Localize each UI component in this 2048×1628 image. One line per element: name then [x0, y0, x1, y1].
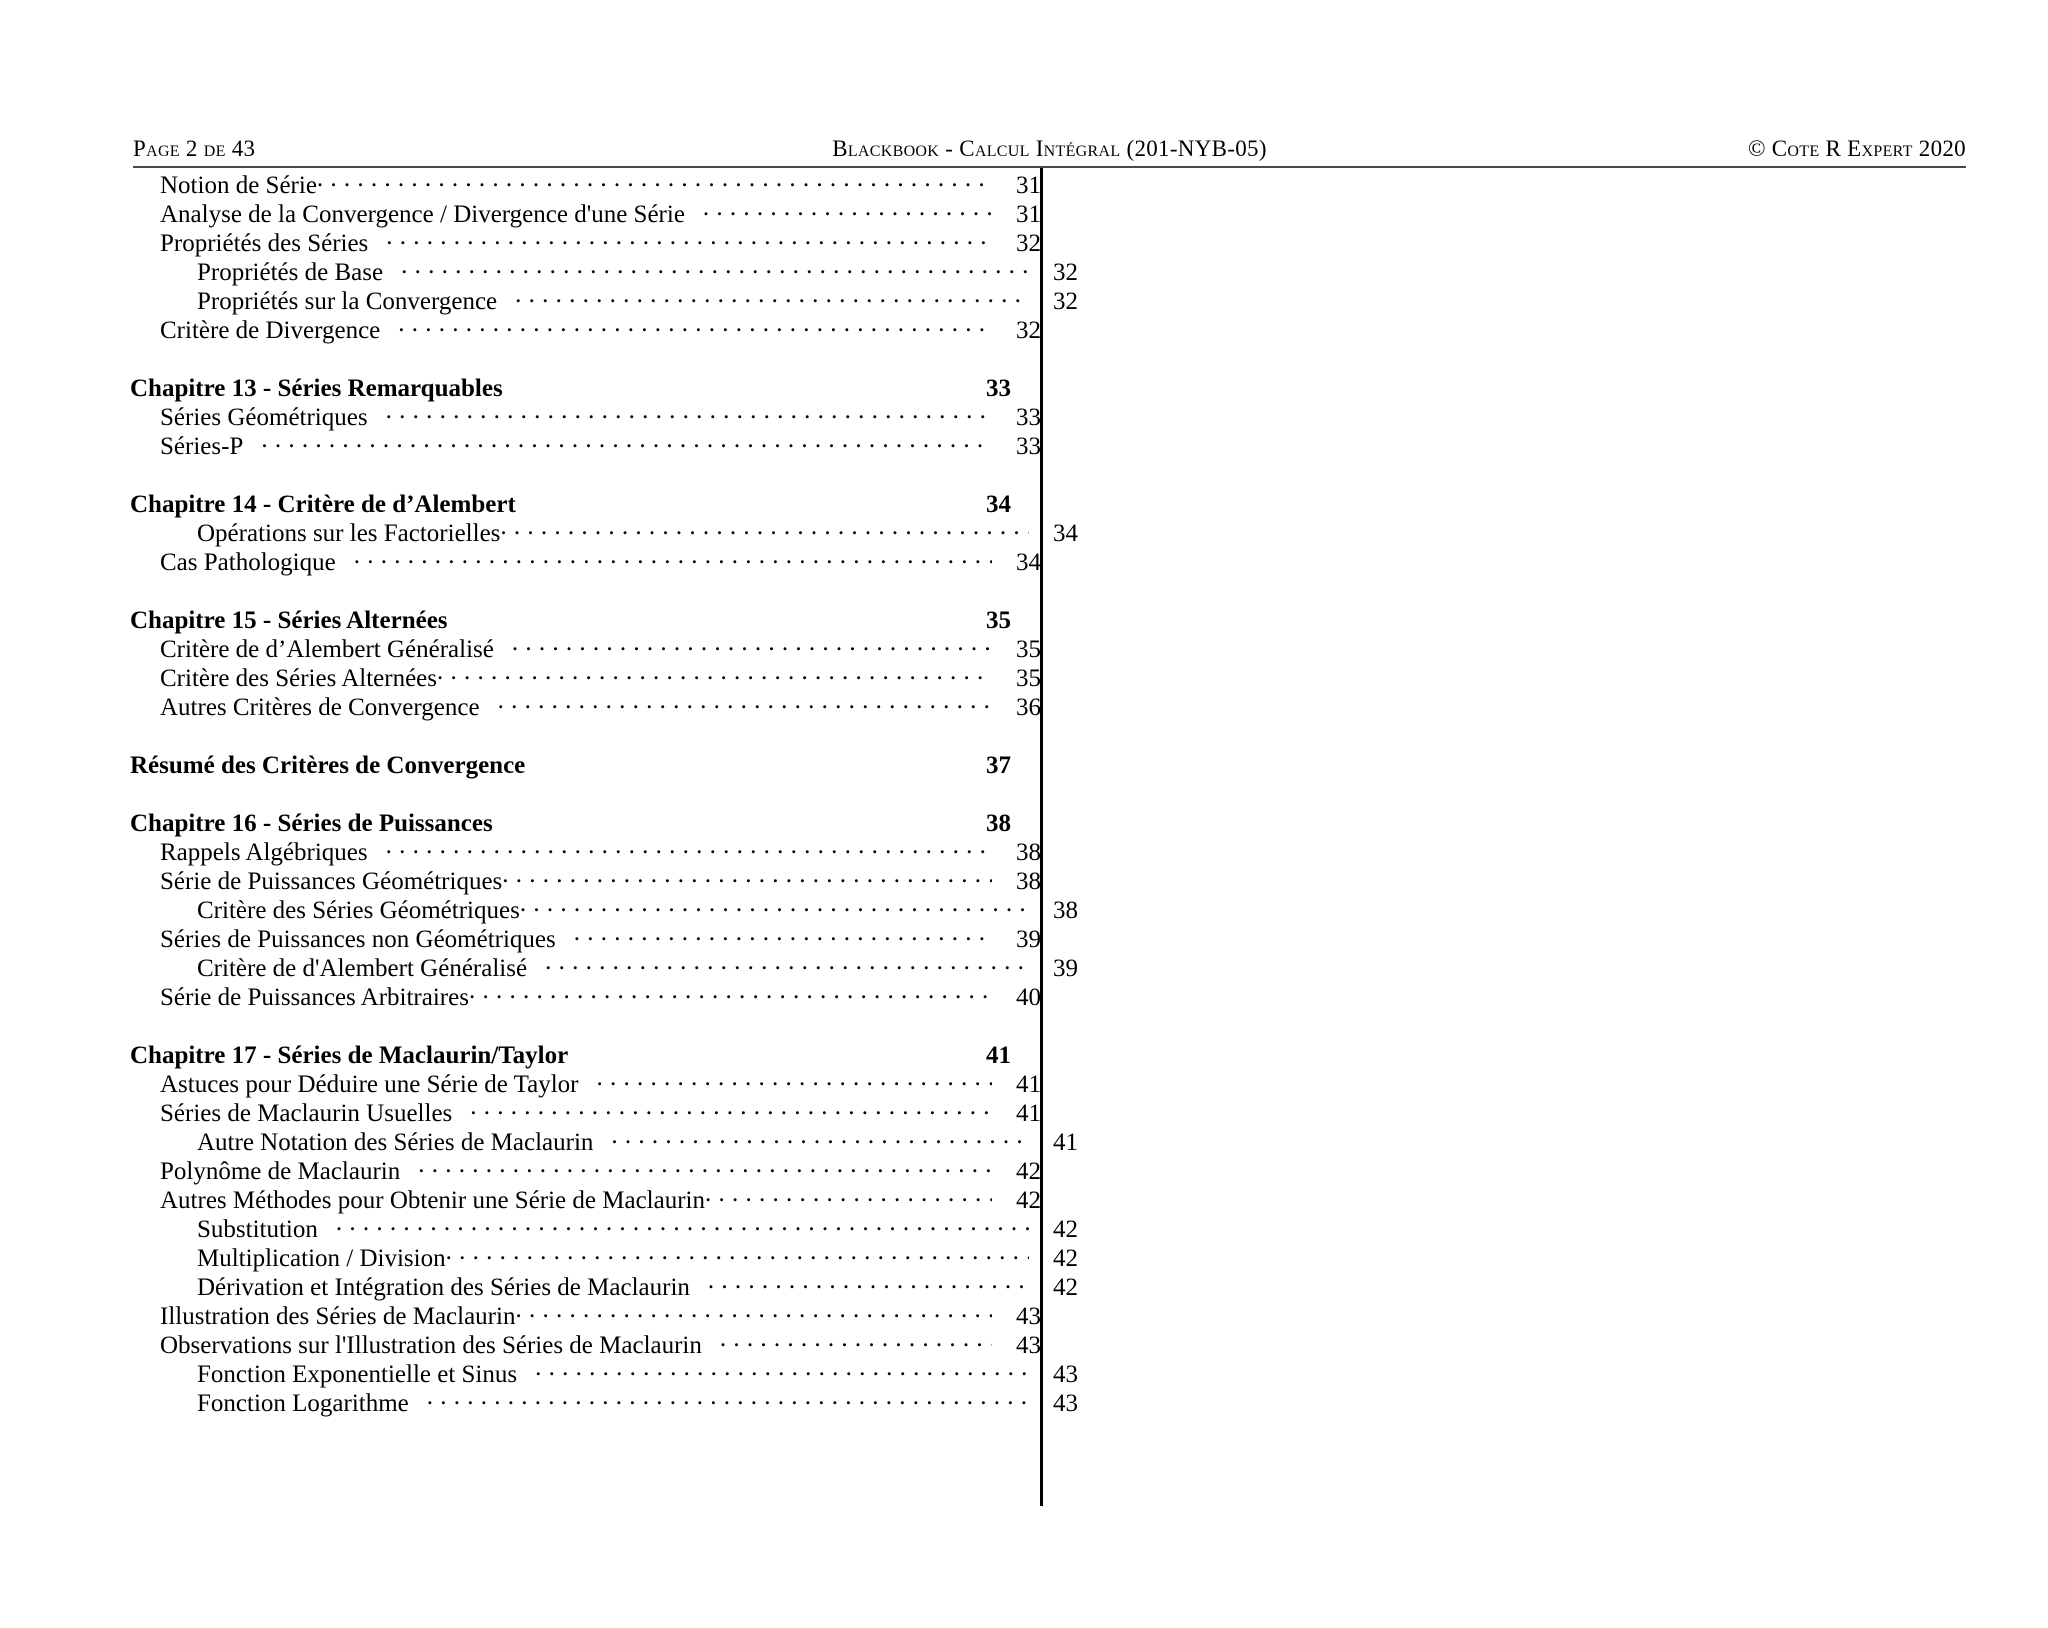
toc-page-number: 32 [1053, 288, 1078, 315]
toc-entry-label: Illustration des Séries de Maclaurin [160, 1303, 516, 1330]
toc-page-number: 39 [1053, 955, 1078, 982]
toc-page-number: 41 [1016, 1071, 1041, 1098]
toc-entry-label: Fonction Exponentielle et Sinus [197, 1361, 518, 1388]
toc-dot-leader [398, 313, 992, 338]
toc-entry-label: Polynôme de Maclaurin [160, 1158, 401, 1185]
toc-page-number: 34 [986, 491, 1011, 518]
toc-entry-label: Dérivation et Intégration des Séries de Maclaurin [197, 1274, 690, 1301]
toc-entry[interactable] [130, 226, 1070, 255]
toc-entry[interactable] [130, 1386, 1107, 1415]
toc-entry-label: Résumé des Critères de Convergence [130, 752, 526, 779]
toc-entry-label: Autres Critères de Convergence [160, 694, 480, 721]
toc-entry[interactable] [130, 1154, 1070, 1183]
toc-dot-leader [545, 951, 1029, 976]
toc-entry-label: Série de Puissances Arbitraires [160, 984, 469, 1011]
header-document-title: Blackbook - Calcul Intégral (201-NYB-05) [832, 136, 1267, 161]
toc-dot-leader [498, 690, 992, 715]
toc-entry[interactable] [130, 835, 1070, 864]
toc-dot-leader [574, 922, 992, 947]
toc-entry-label: Substitution [197, 1216, 318, 1243]
toc-entry-label: Critère de d'Alembert Généralisé [197, 955, 528, 982]
toc-entry[interactable] [130, 1067, 1070, 1096]
toc-dot-leader [336, 1212, 1029, 1237]
toc-dot-leader [470, 1096, 992, 1121]
toc-entry[interactable] [130, 429, 1070, 458]
toc-entry[interactable] [130, 255, 1107, 284]
toc-page-number: 31 [1016, 172, 1041, 199]
toc-page-number: 33 [986, 375, 1011, 402]
toc-entry-label: Observations sur l'Illustration des Séries de Maclaurin [160, 1332, 702, 1359]
toc-page-number: 41 [986, 1042, 1011, 1069]
toc-entry-label: Cas Pathologique [160, 549, 336, 576]
toc-dot-leader [535, 1357, 1029, 1382]
toc-dot-leader [354, 545, 992, 570]
toc-chapter-entry[interactable] [130, 487, 1040, 516]
toc-entry-label: Notion de Série [160, 172, 317, 199]
toc-dot-leader [437, 661, 992, 686]
toc-page-number: 42 [1053, 1274, 1078, 1301]
toc-entry[interactable] [130, 197, 1070, 226]
toc-entry-label: Séries Géométriques [160, 404, 368, 431]
toc-page-number: 42 [1016, 1187, 1041, 1214]
toc-dot-leader [720, 1328, 992, 1353]
toc-page-number: 33 [1016, 404, 1041, 431]
toc-entry-label: Séries de Puissances non Géométriques [160, 926, 556, 953]
toc-chapter-entry[interactable] [130, 748, 1040, 777]
toc-entry-label: Chapitre 14 - Critère de d’Alembert [130, 491, 516, 518]
toc-entry[interactable] [130, 516, 1107, 545]
toc-dot-leader [520, 893, 1029, 918]
toc-dot-leader [502, 864, 992, 889]
toc-entry[interactable] [130, 1183, 1070, 1212]
toc-dot-leader [386, 226, 992, 251]
toc-spacer [130, 342, 1040, 371]
toc-entry[interactable] [130, 545, 1070, 574]
toc-entry-label: Fonction Logarithme [197, 1390, 409, 1417]
toc-entry-label: Rappels Algébriques [160, 839, 368, 866]
toc-entry-label: Astuces pour Déduire une Série de Taylor [160, 1071, 579, 1098]
toc-dot-leader [708, 1270, 1029, 1295]
toc-chapter-entry[interactable] [130, 371, 1040, 400]
toc-page-number: 42 [1053, 1245, 1078, 1272]
toc-page-number: 35 [1016, 665, 1041, 692]
toc-entry-label: Chapitre 17 - Séries de Maclaurin/Taylor [130, 1042, 569, 1069]
toc-entry-label: Propriétés des Séries [160, 230, 369, 257]
toc-entry[interactable] [130, 690, 1070, 719]
toc-entry[interactable] [130, 864, 1070, 893]
toc-dot-leader [576, 1038, 962, 1063]
toc-spacer [130, 574, 1040, 603]
toc-entry-label: Autre Notation des Séries de Maclaurin [197, 1129, 594, 1156]
toc-page-number: 42 [1053, 1216, 1078, 1243]
toc-entry-label: Propriétés sur la Convergence [197, 288, 498, 315]
toc-dot-leader [515, 1299, 992, 1324]
toc-entry[interactable] [130, 980, 1070, 1009]
toc-page-number: 43 [1053, 1361, 1078, 1388]
toc-entry-label: Chapitre 16 - Séries de Puissances [130, 810, 493, 837]
toc-entry[interactable] [130, 168, 1070, 197]
table-of-contents [130, 168, 1078, 1417]
toc-entry[interactable] [130, 1096, 1070, 1125]
header-page-indicator: Page 2 de 43 [133, 136, 256, 161]
toc-chapter-entry[interactable] [130, 1038, 1040, 1067]
toc-page-number: 34 [1053, 520, 1078, 547]
toc-page-number: 35 [986, 607, 1011, 634]
toc-page-number: 32 [1053, 259, 1078, 286]
toc-page-number: 36 [1016, 694, 1041, 721]
running-header [133, 128, 1966, 162]
toc-dot-leader [703, 197, 992, 222]
toc-dot-leader [401, 255, 1029, 280]
toc-dot-leader [511, 371, 962, 396]
toc-dot-leader [261, 429, 992, 454]
toc-entry[interactable] [130, 1125, 1107, 1154]
toc-page-number: 35 [1016, 636, 1041, 663]
toc-entry-label: Critère de d’Alembert Généralisé [160, 636, 494, 663]
toc-page-number: 37 [986, 752, 1011, 779]
toc-entry[interactable] [130, 1270, 1107, 1299]
toc-entry-label: Séries de Maclaurin Usuelles [160, 1100, 453, 1127]
toc-dot-leader [500, 516, 1029, 541]
toc-entry-label: Chapitre 13 - Séries Remarquables [130, 375, 503, 402]
toc-entry[interactable] [130, 661, 1070, 690]
toc-entry[interactable] [130, 922, 1070, 951]
toc-page-number: 43 [1053, 1390, 1078, 1417]
toc-page-number: 33 [1016, 433, 1041, 460]
toc-page-number: 38 [1053, 897, 1078, 924]
toc-dot-leader [533, 748, 962, 773]
toc-entry-label: Chapitre 15 - Séries Alternées [130, 607, 448, 634]
toc-dot-leader [446, 1241, 1029, 1266]
toc-dot-leader [469, 980, 992, 1005]
toc-entry-label: Analyse de la Convergence / Divergence d'une Série [160, 201, 685, 228]
header-copyright: © Cote R Expert 2020 [1747, 136, 1966, 161]
toc-entry[interactable] [130, 1212, 1107, 1241]
toc-entry-label: Série de Puissances Géométriques [160, 868, 503, 895]
toc-entry[interactable] [130, 1299, 1070, 1328]
toc-entry[interactable] [130, 951, 1107, 980]
toc-dot-leader [705, 1183, 992, 1208]
toc-entry-label: Séries-P [160, 433, 244, 460]
toc-dot-leader [611, 1125, 1029, 1150]
toc-dot-leader [456, 603, 962, 628]
toc-chapter-entry[interactable] [130, 806, 1040, 835]
toc-entry-label: Critère de Divergence [160, 317, 381, 344]
toc-page-number: 43 [1016, 1303, 1041, 1330]
toc-entry[interactable] [130, 313, 1070, 342]
toc-page-number: 41 [1053, 1129, 1078, 1156]
toc-spacer [130, 719, 1040, 748]
toc-dot-leader [418, 1154, 992, 1179]
toc-page-number: 39 [1016, 926, 1041, 953]
toc-spacer [130, 1009, 1040, 1038]
toc-entry[interactable] [130, 1241, 1107, 1270]
toc-entry-label: Critère des Séries Géométriques [197, 897, 520, 924]
toc-dot-leader [386, 400, 992, 425]
toc-entry[interactable] [130, 632, 1070, 661]
toc-page-number: 38 [1016, 839, 1041, 866]
toc-page-number: 38 [1016, 868, 1041, 895]
toc-dot-leader [515, 284, 1029, 309]
toc-page-number: 32 [1016, 230, 1041, 257]
toc-spacer [130, 777, 1040, 806]
toc-entry[interactable] [130, 284, 1107, 313]
toc-dot-leader [501, 806, 962, 831]
toc-entry-label: Multiplication / Division [197, 1245, 446, 1272]
toc-dot-leader [386, 835, 992, 860]
toc-page-number: 41 [1016, 1100, 1041, 1127]
toc-dot-leader [512, 632, 992, 657]
toc-entry-label: Opérations sur les Factorielles [197, 520, 501, 547]
toc-page-number: 43 [1016, 1332, 1041, 1359]
toc-entry-label: Autres Méthodes pour Obtenir une Série de Maclaurin [160, 1187, 705, 1214]
toc-entry[interactable] [130, 400, 1070, 429]
toc-entry[interactable] [130, 1357, 1107, 1386]
toc-dot-leader [317, 168, 992, 193]
toc-page-number: 38 [986, 810, 1011, 837]
toc-entry[interactable] [130, 893, 1107, 922]
toc-dot-leader [524, 487, 962, 512]
toc-page-number: 42 [1016, 1158, 1041, 1185]
toc-spacer [130, 458, 1040, 487]
toc-page-number: 40 [1016, 984, 1041, 1011]
toc-dot-leader [427, 1386, 1029, 1411]
toc-entry[interactable] [130, 1328, 1070, 1357]
toc-chapter-entry[interactable] [130, 603, 1040, 632]
toc-page-number: 31 [1016, 201, 1041, 228]
toc-page-number: 32 [1016, 317, 1041, 344]
toc-entry-label: Propriétés de Base [197, 259, 384, 286]
toc-entry-label: Critère des Séries Alternées [160, 665, 437, 692]
toc-dot-leader [597, 1067, 993, 1092]
toc-page-number: 34 [1016, 549, 1041, 576]
